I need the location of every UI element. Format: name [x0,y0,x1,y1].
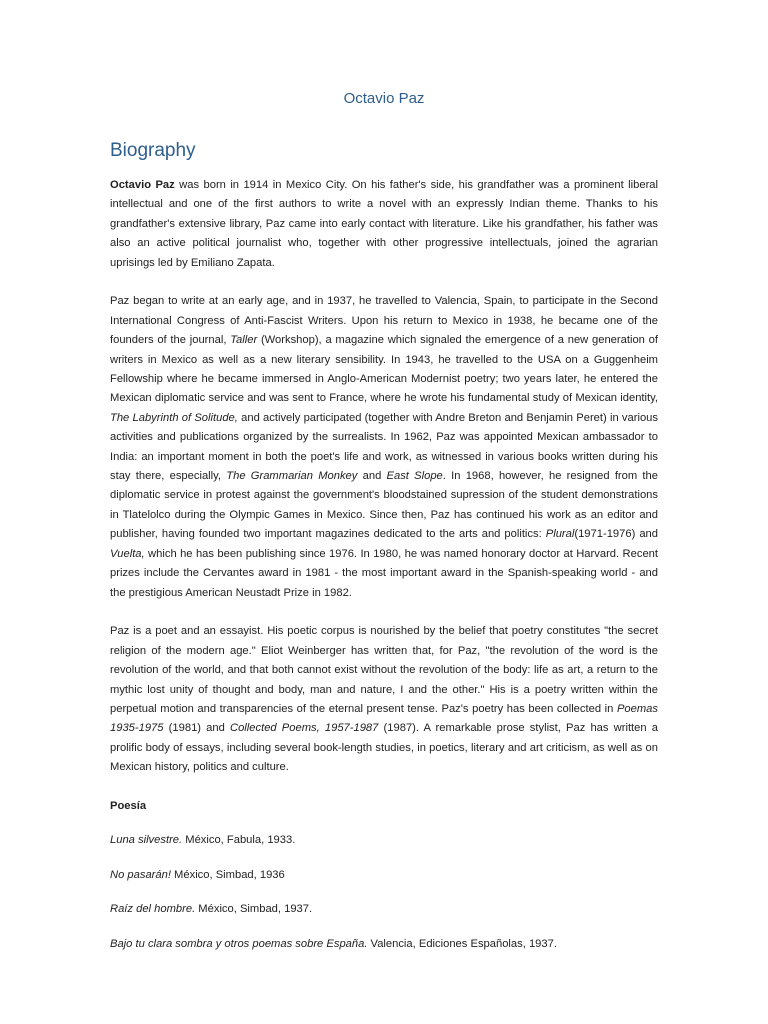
work-title: Poemas 1935-1975 [110,702,658,735]
list-item [110,866,658,885]
paragraph-text: Paz began to write at an early age, and in 1937, he travelled to Valencia, Spain, to participate in the Second International Congress of Anti-Fascist Writers. Upon his return to Mexico in 1938, he became one of the founders of the journal, [110,295,658,347]
paragraph-text: (1987). A remarkable prose stylist, Paz has written a prolific body of essays, including several book-length studies, in poetics, literary and art criticism, as well as on Mexican history, politics and culture. [110,722,658,774]
paragraph-text: was born in 1914 in Mexico City. On his father's side, his grandfather was a prominent liberal intellectual and one of the first authors to write a novel with an expressly Indian theme. Thanks to his grandfather's extensive library, Paz came into early contact with literature. Like his grandfather, his father was also an active political journalist who, together with other progressive intellectuals, joined the agrarian uprisings led by Emiliano Zapata. [110,179,659,269]
paragraph-poetics [110,622,658,777]
paragraph-text: . In 1968, however, he resigned from the diplomatic service in protest against the government's bloodstained supression of the student demonstrations in Tlatelolco during the Olympic Games in Mexico. Since then, Paz has continued his work as an editor and publisher, having founded two important magazines dedicated to the arts and politics: [110,470,658,541]
poem-details: México, Simbad, 1936 [170,868,285,881]
section-title-poesia: Poesía [110,799,147,812]
paragraph-text: which he has been publishing since 1976. In 1980, he was named honorary doctor at Harvard. Recent prizes include the Cervantes award in 1981 - the most important award in the Spanish-speaking world - and the prestigious American Neustadt Prize in 1982. [110,547,658,599]
poem-details: México, Simbad, 1937. [195,903,313,916]
document-title: Octavio Paz [343,90,425,107]
poem-details: México, Fabula, 1933. [182,834,296,847]
work-title: Vuelta, [110,547,145,560]
work-title: The Grammarian Monkey [226,470,358,483]
work-title: East Slope [386,470,443,483]
work-title: Plural [545,528,575,541]
paragraph-text: (Workshop), a magazine which signaled the emergence of a new generation of writers in Mexico as well as a new literary sensibility. In 1943, he travelled to the USA on a Guggenheim Fellowship where he became immersed in Anglo-American Modernist poetry; two years later, he entered the Mexican diplomatic service and was sent to France, where he wrote his fundamental study of Mexican identity, [110,334,658,405]
paragraph-career [110,292,658,603]
list-item [110,831,658,850]
section-heading-biography: Biography [110,140,196,161]
paragraph-text: (1981) and [163,722,230,735]
work-title: Collected Poems, 1957-1987 [230,722,379,735]
poem-title: Luna silvestre. [110,834,183,847]
poem-title: No pasarán! [110,868,171,881]
paragraph-text: (1971-1976) and [574,528,659,541]
poem-title: Bajo tu clara sombra y otros poemas sobre España. [110,937,368,950]
poem-details: Valencia, Ediciones Españolas, 1937. [367,937,557,950]
poem-title: Raíz del hombre. [110,903,196,916]
biography-body [110,176,658,969]
paragraph-text: and actively participated (together with Andre Breton and Benjamin Peret) in various activities and publications organized by the surrealists. In 1962, Paz was appointed Mexican ambassador to India: an important moment in both the poet's life and work, as witnessed in various books written during his stay there, especially, [110,411,658,483]
list-item [110,935,658,954]
work-title: Taller [230,334,258,347]
list-item [110,900,658,919]
author-name: Octavio Paz [110,179,175,191]
paragraph-text: and [357,470,387,483]
paragraph-text: Paz is a poet and an essayist. His poetic corpus is nourished by the belief that poetry constitutes "the secret religion of the modern age." Eliot Weinberger has written that, for Paz, "the revolution of the word is the revolution of the world, and that both cannot exist without the revolution of the body: life as art, a return to the mythic lost unity of thought and body, man and nature, I and the other." His is a poetry written within the perpetual motion and transparencies of the eternal present tense. Paz's poetry has been collected in [110,625,658,715]
work-title: The Labyrinth of Solitude, [110,411,238,424]
paragraph-birth [110,176,658,273]
